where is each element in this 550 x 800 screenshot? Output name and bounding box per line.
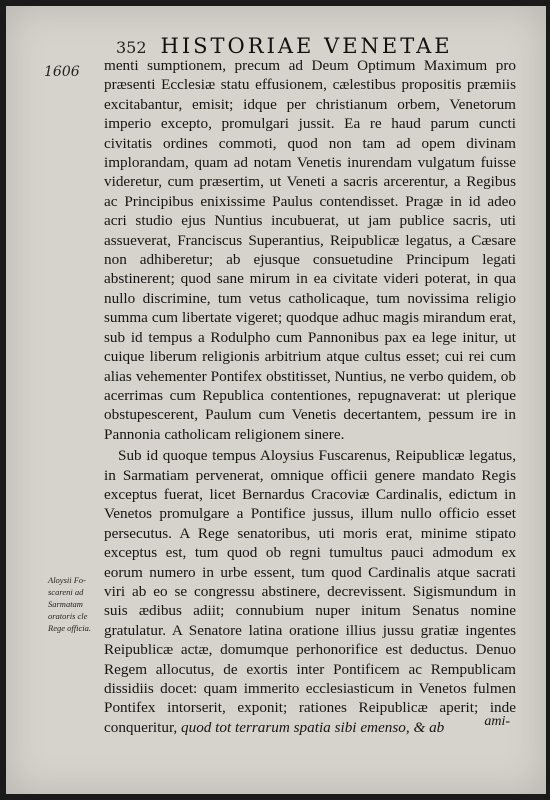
running-title: HISTORIAE VENETAE xyxy=(160,34,453,58)
marginal-note-line: Rege officia. xyxy=(48,623,91,633)
page-number: 352 xyxy=(116,38,147,57)
marginal-note-line: scareni ad xyxy=(48,587,84,597)
marginal-note-line: oratoris cle xyxy=(48,611,88,621)
marginal-note-line: Sarmatam xyxy=(48,599,83,609)
paragraph: menti sumptionem, precum ad Deum Optimum Maximum pro præsenti Ecclesiæ statu effusionem, cælestibus propositis præmiis excitabantur, emisit; idque per christianum orbem, Venetorum imperio excepto, promulgari jussit. Ea re haud parum cuncti civitatis ordines commoti, quod non tam ad opem divinam implorandam, quam ad notam Venetis inurendam vulgatum fuisse videretur, cum præsertim, ut Veneti a sacris arcerentur, a Regibus ac Principibus enixissime Paulus contendisset. Pragæ in id adeo acri studio ejus Nuntius incubuerat, ut jam publice sacris, uti assueverat, Franciscus Superantius, Reipublicæ legatus, a Cæsare non adhiberetur; ab ejusque consuetudine Principum legati abstinerent; quod sane mirum in ea civitate videri poterat, in qua nullo discrimine, tum vetus catholicaque, tum novissima religio summa cum libertate vigeret; quodque adhuc magis mirandum erat, sub id tempus a Rodulpho cum Pannonibus pax ea lege initur, ut cuique liberum religionis arbitrium atque cultus esset; cui rei cum alias vehementer Pontifex obstitisset, Nuntius, ne verbo quidem, ob acerrimas cum Republica contentiones, repugnaverat: ut plerique obstupescerent, Paulum cum Venetis decertantem, pessum ire in Pannonia catholicam religionem sinere. xyxy=(104,57,516,443)
page-header xyxy=(116,34,506,58)
main-text xyxy=(104,56,516,737)
marginal-note-line: Aloysii Fo- xyxy=(48,575,87,585)
italic-quote: quod tot terrarum spatia sibi emenso, & ab xyxy=(181,718,445,736)
paragraph xyxy=(104,446,516,737)
book-page xyxy=(6,6,546,794)
margin-year: 1606 xyxy=(44,64,80,80)
catchword: ami- xyxy=(484,714,510,729)
paragraph-text: Sub id quoque tempus Aloysius Fuscarenus, Reipublicæ legatus, in Sarmatiam pervenerat, omnique officii genere mandato Regis exceptus fuerat, licet Bernardus Cracoviæ Cardinalis, edictum in Venetos promulgare a Pontifice jussus, illum nullo officio esset persecutus. A Rege senatoribus, uti moris erat, minime stipato exceptus est, tum quod ob regni tumultus pauci admodum ex eorum numero in urbe essent, tum quod Cardinalis atque sacrati viri ab eo se congressu abstinere, decrevissent. Sigismundum in suis ædibus adiit; connubium nuper initum Senatus nomine gratulatur. A Senatore latina oratione illius jussu gratiæ ingentes Reipublicæ actæ, domumque perhonorifice est deductus. Denuo Regem allocutus, de exortis inter Pontificem ac Rempublicam dissidiis docet: quam immerito ecclesiasticum in Venetos fulmen Pontifex intorserit, exponit; rationes Reipublicæ aperit; inde conqueritur, xyxy=(104,447,516,736)
marginal-note xyxy=(48,574,104,634)
